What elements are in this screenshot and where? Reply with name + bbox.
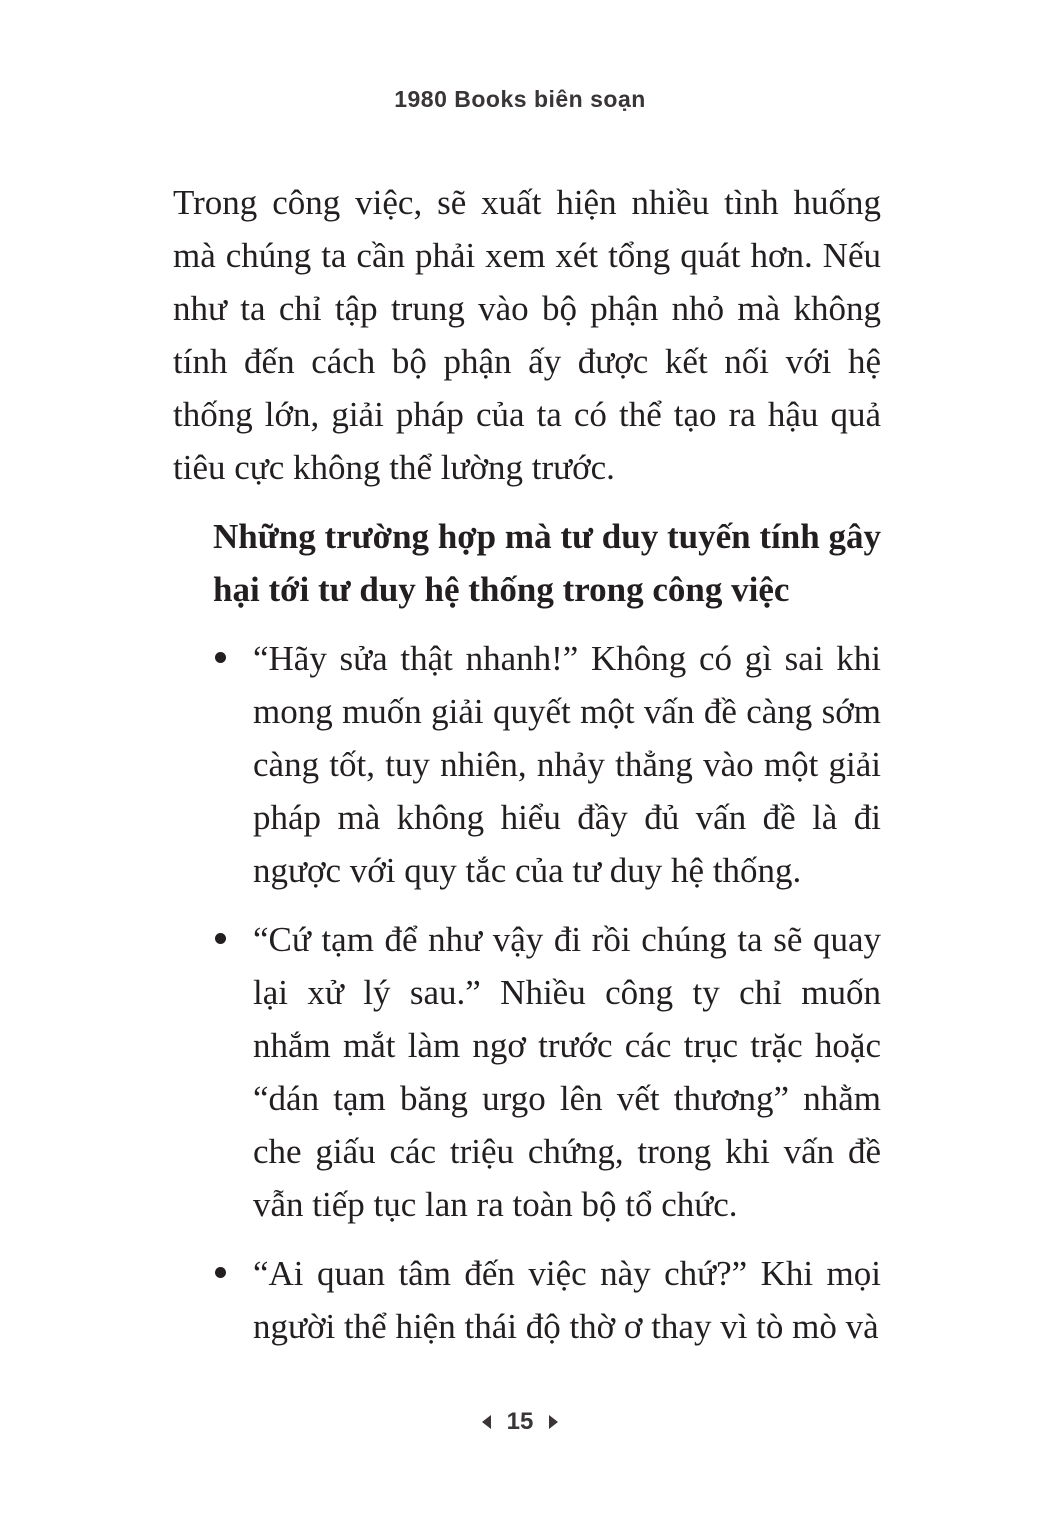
bullet-text: “Hãy sửa thật nhanh!” Không có gì sai khi mong muốn giải quyết một vấn đề càng sớm càng tốt, tuy nhiên, nhảy thẳng vào một giải pháp mà không hiểu đầy đủ vấn đề là đi ngược với quy tắc của tư duy hệ thống. — [253, 639, 881, 890]
bullet-dot-icon — [215, 652, 226, 663]
page-content — [173, 176, 881, 1353]
running-header: 1980 Books biên soạn — [394, 86, 646, 112]
page-number-footer — [0, 1408, 1040, 1436]
bullet-item — [173, 632, 881, 897]
triangle-right-icon — [549, 1415, 558, 1429]
bullet-list — [173, 632, 881, 1353]
triangle-left-icon — [482, 1415, 491, 1429]
intro-paragraph: Trong công việc, sẽ xuất hiện nhiều tình huống mà chúng ta cần phải xem xét tổng quát hơn. Nếu như ta chỉ tập trung vào bộ phận nhỏ mà không tính đến cách bộ phận ấy được kết nối với hệ thống lớn, giải pháp của ta có thể tạo ra hậu quả tiêu cực không thể lường trước. — [173, 183, 881, 487]
bullet-dot-icon — [215, 933, 226, 944]
bullet-item — [173, 913, 881, 1231]
bullet-item — [173, 1247, 881, 1353]
page-number: 15 — [506, 1408, 534, 1435]
section-subheading: Những trường hợp mà tư duy tuyến tính gây hại tới tư duy hệ thống trong công việc — [213, 517, 881, 609]
bullet-text: “Cứ tạm để như vậy đi rồi chúng ta sẽ quay lại xử lý sau.” Nhiều công ty chỉ muốn nhắm mắt làm ngơ trước các trục trặc hoặc “dán tạm băng urgo lên vết thương” nhằm che giấu các triệu chứng, trong khi vấn đề vẫn tiếp tục lan ra toàn bộ tổ chức. — [253, 920, 881, 1224]
bullet-text: “Ai quan tâm đến việc này chứ?” Khi mọi người thể hiện thái độ thờ ơ thay vì tò mò và — [253, 1254, 881, 1346]
bullet-dot-icon — [215, 1267, 226, 1278]
